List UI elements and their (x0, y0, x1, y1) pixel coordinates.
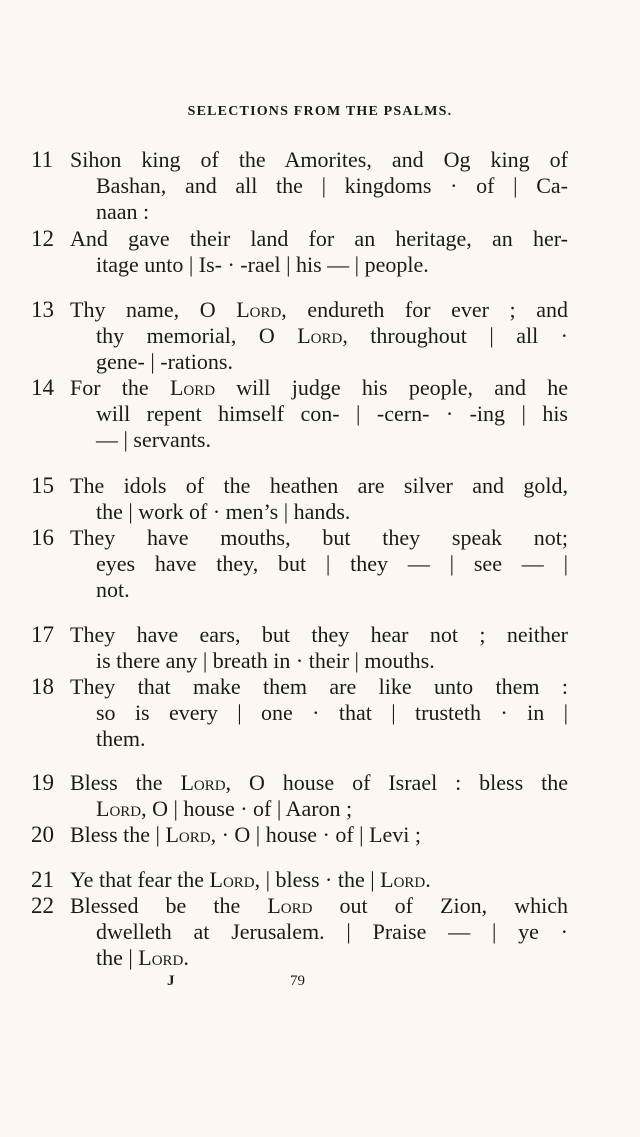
verse-number: 21 (31, 867, 54, 892)
verse-line: For the Lord will judge his people, and he (70, 375, 568, 400)
running-header: SELECTIONS FROM THE PSALMS. (187, 104, 453, 119)
verse-line: so is every | one · that | trusteth · in | (96, 700, 568, 725)
verse-number: 11 (31, 147, 54, 172)
verse-line: Bashan, and all the | kingdoms · of | Ca- (96, 173, 568, 198)
verse-line: eyes have they, but | they — | see — | (96, 551, 568, 576)
verse-line: The idols of the heathen are silver and gold, (70, 473, 568, 498)
lord-small-caps: Lord (138, 945, 184, 970)
verse-line: naan : (96, 199, 150, 224)
verse-number: 13 (31, 297, 54, 322)
lord-small-caps: Lord (180, 770, 226, 795)
verse-line: Ye that fear the Lord, | bless · the | Lord. (70, 867, 431, 892)
lord-small-caps: Lord (267, 893, 313, 918)
verse-line: itage unto | Is- · -rael | his — | people. (96, 252, 429, 277)
verse-line: the | Lord. (96, 945, 189, 970)
verse-line: is there any | breath in · their | mouths. (96, 648, 435, 673)
verse-line: will repent himself con- | -cern- · -ing | his (96, 401, 568, 426)
verse-line: gene- | -rations. (96, 349, 233, 374)
lord-small-caps: Lord (169, 375, 216, 400)
verse-line: They have ears, but they hear not ; neither (70, 622, 568, 647)
verse-line: Bless the Lord, O house of Israel : bless the (70, 770, 568, 795)
verse-number: 22 (31, 893, 54, 918)
lord-small-caps: Lord (165, 822, 211, 847)
verse-line: the | work of · men’s | hands. (96, 499, 351, 524)
verse-line: Blessed be the Lord out of Zion, which (70, 893, 568, 918)
lord-small-caps: Lord (209, 867, 255, 892)
verse-number: 19 (31, 770, 54, 795)
lord-small-caps: Lord (380, 867, 426, 892)
verse-line: dwelleth at Jerusalem. | Praise — | ye · (96, 919, 568, 944)
verse-line: thy memorial, O Lord, throughout | all · (96, 323, 568, 348)
verse-number: 18 (31, 674, 54, 699)
verse-number: 20 (31, 822, 54, 847)
verse-line: And gave their land for an heritage, an her- (70, 226, 568, 251)
verse-line: Bless the | Lord, · O | house · of | Levi ; (70, 822, 422, 847)
verse-number: 12 (31, 226, 54, 251)
lord-small-caps: Lord (96, 796, 142, 821)
verse-line: them. (96, 726, 146, 751)
verse-number: 14 (31, 375, 54, 400)
verse-line: — | servants. (96, 427, 211, 452)
verse-line: Lord, O | house · of | Aaron ; (96, 796, 353, 821)
verse-line: Sihon king of the Amorites, and Og king of (70, 147, 568, 172)
lord-small-caps: Lord (297, 323, 343, 348)
verse-number: 15 (31, 473, 54, 498)
lord-small-caps: Lord (236, 297, 282, 322)
verse-number: 16 (31, 525, 54, 550)
verse-line: Thy name, O Lord, endureth for ever ; and (70, 297, 569, 322)
verse-line: not. (96, 577, 130, 602)
signature-mark: J (167, 973, 175, 989)
page-number: 79 (290, 973, 305, 989)
verse-line: They have mouths, but they speak not; (70, 525, 568, 550)
verse-number: 17 (31, 622, 54, 647)
verse-line: They that make them are like unto them : (70, 674, 568, 699)
